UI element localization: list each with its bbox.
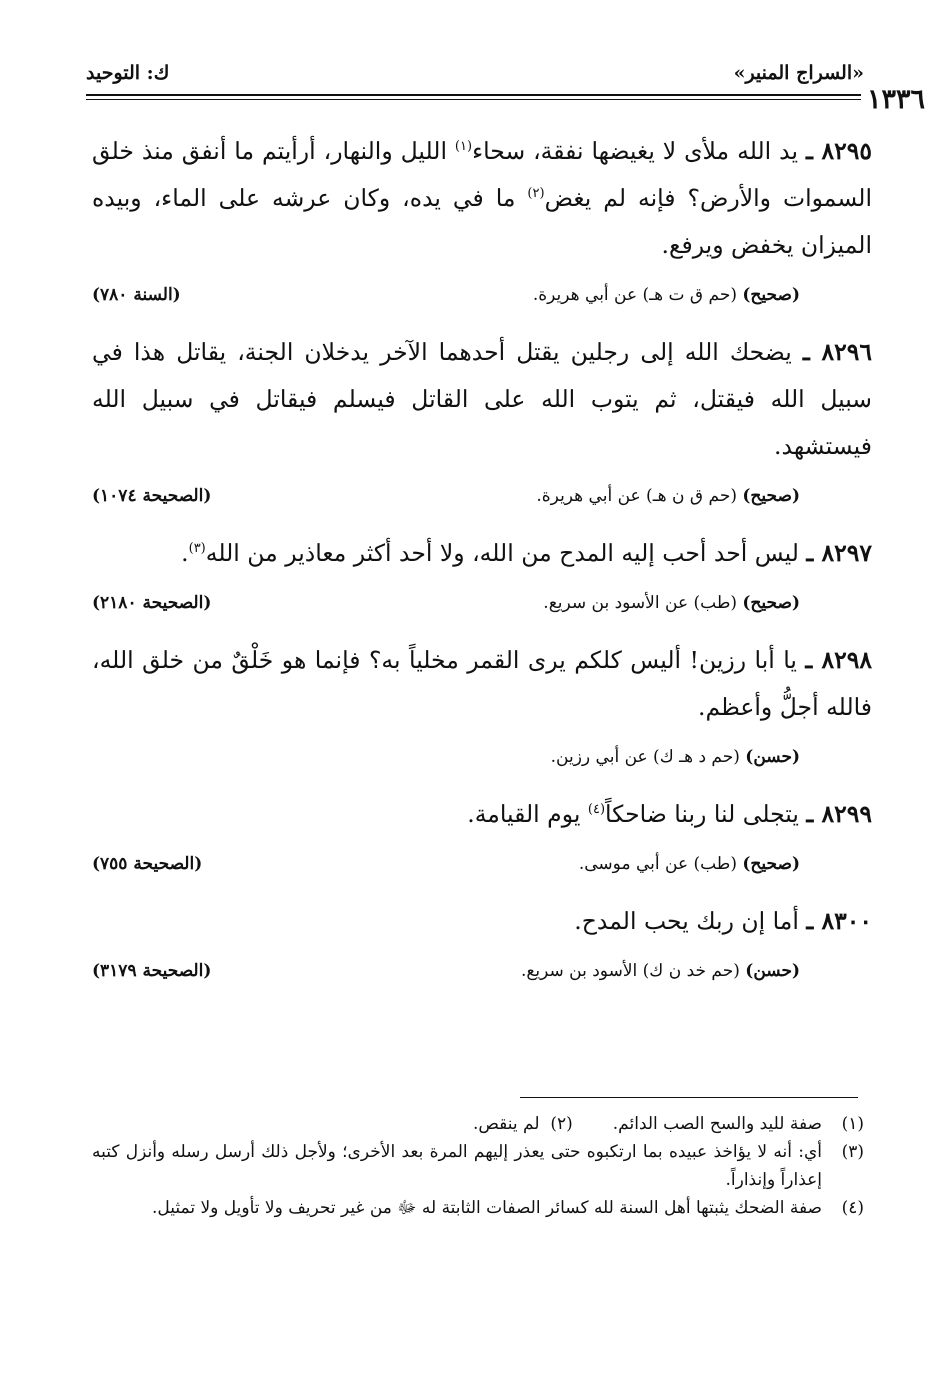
footnote [92,1194,864,1222]
hadith-reference [536,486,800,506]
hadith-body: يضحك الله إلى رجلين يقتل أحدهما الآخر يدخلان الجنة، يقاتل هذا في سبيل الله فيقتل، ثم يتوب الله على القاتل فيسلم فيقاتل في سبيل الله فيستشهد. [92,338,872,460]
grade-row [92,281,872,315]
grade-label: (حسن) [745,961,800,981]
narrator-reference: (طب) عن أبي موسى. [578,854,737,874]
grade-label: (صحيح) [742,593,800,613]
hadith-body: يوم القيامة. [467,800,588,828]
hadith-number: ٨٢٩٥ ـ [805,137,872,165]
footnote-text: صفة الضحك يثبتها أهل السنة لله كسائر الصفات الثابتة له ﷻ من غير تحريف ولا تأويل ولا تمثيل. [151,1198,822,1218]
section-title: ك: التوحيد [86,62,170,84]
footnote-marker: (٢) [527,186,545,202]
footnote [92,1138,864,1194]
hadith-text [92,530,872,577]
hadith-number: ٨٢٩٨ ـ [805,646,872,674]
grade-label: (صحيح) [742,285,800,305]
hadith-text [92,791,872,838]
grade-label: (صحيح) [742,486,800,506]
hadith-number: ٨٢٩٦ ـ [802,338,872,366]
hadith-body: يا أبا رزين! أليس كلكم يرى القمر مخلياً به؟ فإنما هو خَلْقٌ من خلق الله، فالله أجلُّ وأعظم. [92,646,872,721]
hadith-body: أما إن ربك يحب المدح. [574,907,799,935]
hadith-body: يد الله ملأى لا يغيضها نفقة، سحاء [472,137,798,165]
footnote-text: أي: أنه لا يؤاخذ عبيده بما ارتكبوه حتى يعذر إليهم المرة بعد الأخرى؛ ولأجل ذلك أرسل رسله وأنزل كتبه إعذاراً وإنذاراً. [92,1142,822,1190]
narrator-reference: (حم د هـ ك) عن أبي رزين. [550,747,740,767]
source-reference: (الصحيحة ١٠٧٤) [92,486,212,506]
hadith-reference [579,854,800,874]
footnote-marker: (٣) [188,541,206,557]
hadith-text [92,128,872,269]
narrator-reference: (طب) عن الأسود بن سريع. [543,593,737,613]
hadith-number: ٨٢٩٧ ـ [806,539,872,567]
hadith-body: يتجلى لنا ربنا ضاحكاً [605,800,799,828]
grade-row [92,589,872,623]
source-reference: (الصحيحة ٣١٧٩) [92,961,212,981]
hadith-body: ليس أحد أحب إليه المدح من الله، ولا أحد أكثر معاذير من الله [205,539,799,567]
source-reference: (الصحيحة ٢١٨٠) [92,593,212,613]
narrator-reference: (حم خد ن ك) الأسود بن سريع. [520,961,740,981]
footnotes [92,1110,864,1222]
footnote [92,1110,864,1138]
hadith-reference [521,961,800,981]
grade-row [92,850,872,884]
hadith-reference [551,747,800,767]
grade-row [92,743,872,777]
hadith-text [92,637,872,731]
hadith-number: ٨٣٠٠ ـ [806,907,872,935]
hadith-body: . [181,539,189,567]
footnote-rule [520,1097,858,1098]
footnote-number: (١) [841,1114,864,1134]
hadith-entry [92,898,872,991]
hadith-body: ما في يده، وكان عرشه على الماء، وبيده الميزان يخفض ويرفع. [92,184,872,259]
hadith-entry [92,791,872,884]
hadith-reference [533,285,800,305]
hadith-body: الليل والنهار، أرأيتم ما أنفق منذ خلق السموات والأرض؟ فإنه لم يغض [92,137,872,212]
hadith-entry [92,637,872,777]
hadith-list [92,128,872,1005]
footnote-marker: (١) [454,139,473,155]
grade-row [92,482,872,516]
hadith-entry [92,530,872,623]
narrator-reference: (حم ق ت هـ) عن أبي هريرة. [532,285,737,305]
header-rule-thin [86,99,864,100]
grade-label: (حسن) [745,747,800,767]
hadith-entry [92,128,872,315]
footnote-number: (٢) [550,1114,573,1134]
hadith-entry [92,329,872,516]
source-reference: (الصحيحة ٧٥٥) [92,854,203,874]
grade-label: (صحيح) [742,854,800,874]
hadith-number: ٨٢٩٩ ـ [806,800,872,828]
footnote-text: صفة لليد والسح الصب الدائم. [612,1114,822,1134]
header-rule [86,94,864,96]
hadith-text [92,898,872,945]
running-header [86,62,864,92]
footnote-number: (٤) [841,1198,864,1218]
footnote-number: (٣) [841,1142,864,1162]
book-title: «السراج المنير» [733,62,864,84]
hadith-text [92,329,872,470]
page-number: ١٣٣٦ [861,84,925,115]
footnote-marker: (٤) [587,802,606,818]
hadith-reference [543,593,800,613]
footnote-text: لم ينقص. [472,1114,540,1134]
grade-row [92,957,872,991]
source-reference: (السنة ٧٨٠) [92,285,181,305]
narrator-reference: (حم ق ن هـ) عن أبي هريرة. [536,486,737,506]
